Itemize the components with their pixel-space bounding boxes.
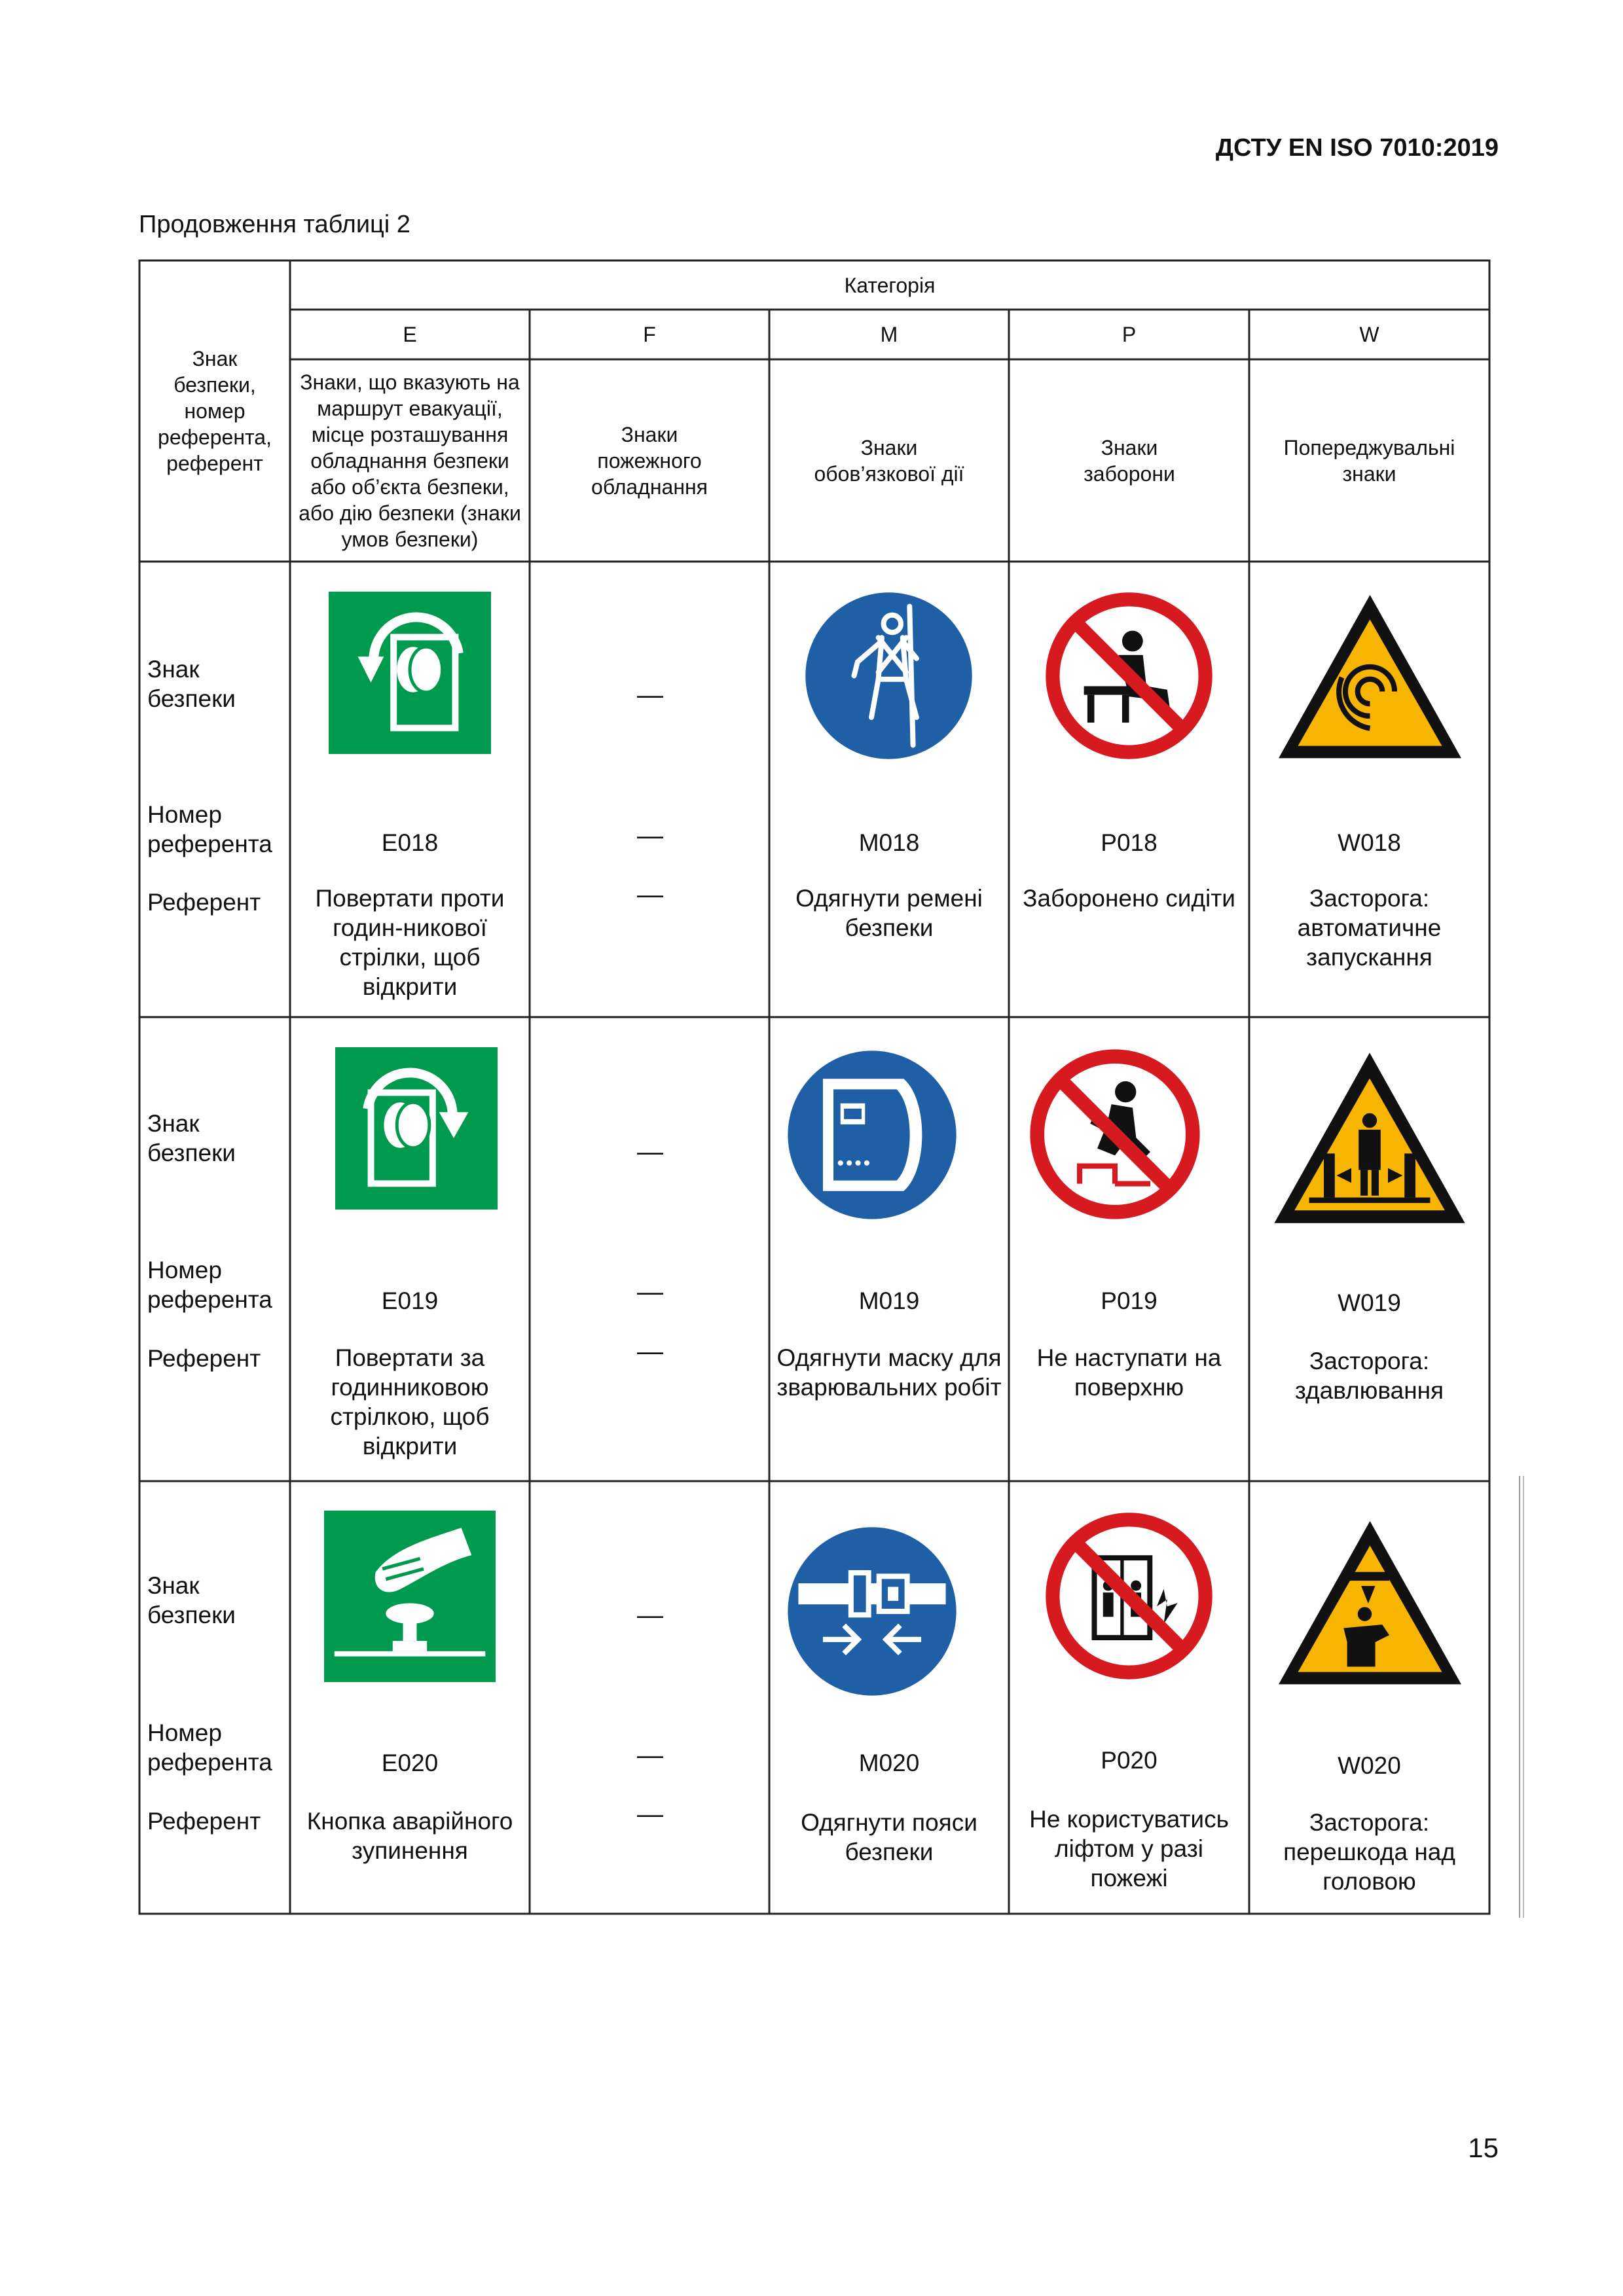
dash: — <box>637 1138 663 1166</box>
referent-text-w019: Засторога: здавлювання <box>1294 1348 1444 1404</box>
referent-text-m018: Одягнути ремені безпеки <box>795 885 983 941</box>
referent-text-p020: Не користуватись ліфтом у разі пожежі <box>1029 1806 1229 1892</box>
row-label-sign: Знак безпеки <box>147 656 236 712</box>
safety-harness-icon <box>802 589 976 762</box>
referent-code-p019: P019 <box>1101 1287 1158 1314</box>
referent-text-m020: Одягнути пояси безпеки <box>801 1809 977 1865</box>
referent-code-w020: W020 <box>1338 1751 1401 1779</box>
row-label-ref-no: Номер референта <box>147 1257 272 1313</box>
dash: — <box>637 1337 663 1366</box>
document-number: ДСТУ EN ISO 7010:2019 <box>1215 134 1499 162</box>
referent-code-e020: E020 <box>381 1749 439 1776</box>
row-label-referent: Референт <box>147 1345 261 1372</box>
referent-text-e019: Повертати за годинниковою стрілкою, щоб відкрити <box>330 1344 490 1460</box>
dash: — <box>637 1741 663 1770</box>
referent-code-w018: W018 <box>1338 829 1401 856</box>
overhead-obstacle-warning-icon <box>1273 1515 1467 1692</box>
page-number: 15 <box>1468 2132 1499 2163</box>
row-label-sign: Знак безпеки <box>147 1572 236 1628</box>
corner-header: Знак безпеки, номер референта, референт <box>158 347 272 475</box>
no-elevator-fire-icon <box>1042 1509 1216 1683</box>
column-title-w: Попереджувальні знаки <box>1283 435 1455 486</box>
referent-code-m019: M019 <box>858 1287 920 1314</box>
rotate-counterclockwise-icon <box>329 592 491 754</box>
crushing-warning-icon <box>1268 1047 1471 1230</box>
referent-code-m020: M020 <box>858 1749 920 1776</box>
dash: — <box>637 1601 663 1630</box>
row-label-referent: Референт <box>147 889 261 916</box>
referent-text-m019: Одягнути маску для зварювальних робіт <box>776 1344 1002 1401</box>
column-code-w: W <box>1359 323 1379 346</box>
referent-text-p018: Заборонено сидіти <box>1023 885 1235 912</box>
dash: — <box>637 1800 663 1829</box>
referent-code-m018: M018 <box>858 829 920 856</box>
welding-mask-icon <box>784 1047 960 1223</box>
referent-code-e019: E019 <box>381 1287 439 1314</box>
row-label-ref-no: Номер референта <box>147 1719 272 1776</box>
category-header: Категорія <box>844 273 936 297</box>
scan-artifact-line <box>1519 1476 1520 1918</box>
row-label-referent: Референт <box>147 1808 261 1835</box>
rotate-clockwise-icon <box>335 1047 498 1210</box>
dash: — <box>637 821 663 850</box>
column-code-e: E <box>403 323 417 346</box>
referent-code-e018: E018 <box>381 829 439 856</box>
referent-code-p020: P020 <box>1101 1746 1158 1774</box>
referent-text-w018: Засторога: автоматичне запускання <box>1297 885 1442 971</box>
table-caption: Продовження таблиці 2 <box>139 211 410 238</box>
column-title-f: Знаки пожежного обладнання <box>591 422 708 499</box>
seat-belt-icon <box>784 1524 960 1699</box>
dash: — <box>637 1278 663 1306</box>
column-code-p: P <box>1122 323 1137 346</box>
column-title-e: Знаки, що вказують на маршрут евакуації, місце розташування обладнання безпеки або об’єкта безпеки, або дію безпеки (знаки умов безпеки) <box>299 370 521 551</box>
referent-text-e018: Повертати проти годин-никової стрілки, щоб відкрити <box>315 885 505 1000</box>
referent-text-w020: Засторога: перешкода над головою <box>1283 1809 1455 1895</box>
automatic-start-warning-icon <box>1273 589 1467 766</box>
row-label-ref-no: Номер референта <box>147 801 272 857</box>
referent-text-e020: Кнопка аварійного зупинення <box>306 1808 513 1864</box>
column-code-f: F <box>643 323 656 346</box>
referent-text-p019: Не наступати на поверхню <box>1036 1344 1222 1401</box>
emergency-stop-button-icon <box>324 1511 496 1682</box>
referent-code-p018: P018 <box>1101 829 1158 856</box>
dash: — <box>637 681 663 709</box>
column-title-m: Знаки обов’язкової дії <box>814 435 964 486</box>
column-code-m: M <box>880 323 898 346</box>
dash: — <box>637 880 663 909</box>
no-stepping-icon <box>1027 1046 1203 1223</box>
no-sitting-icon <box>1042 589 1216 762</box>
referent-code-w019: W019 <box>1338 1289 1401 1316</box>
scan-artifact-line <box>1523 1476 1524 1918</box>
row-label-sign: Знак безпеки <box>147 1110 236 1166</box>
column-title-p: Знаки заборони <box>1084 435 1175 486</box>
